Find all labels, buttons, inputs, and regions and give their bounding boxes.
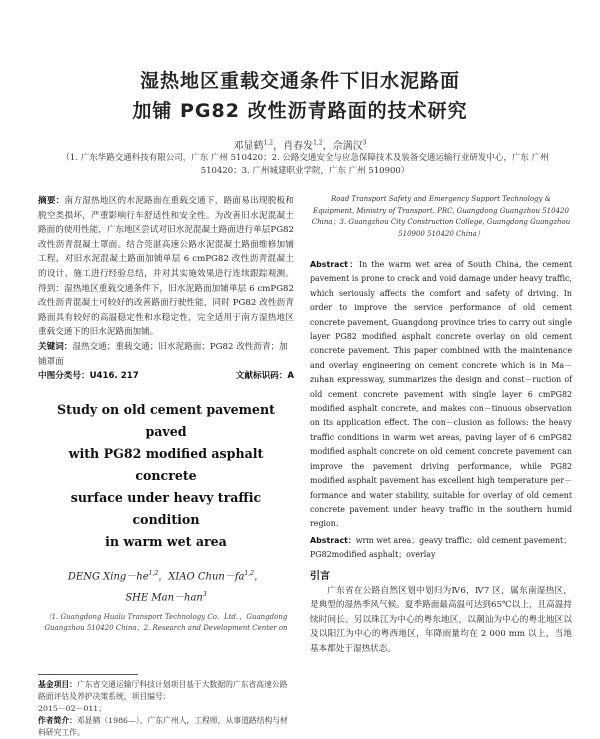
abstract-en-text: In the warm wet area of South China, the cement pavement is prone to crack and void damage under heavy traffic, which seriously affects the comfort and safety of driving. In order to improve the service performance of old cement concrete pavement, Guangdong province tries to carry out single layer PG82 modified asphalt concrete overlay on old cement concrete pavement. This paper combined with the maintenance and overlay engineering on cement concrete which is in Ma－zuhan expressway, summarizes the design and const－ruction of old cement concrete pavement with single layer 6 cmPG82 modified asphalt concrete, and makes con－tinuous observation on its application effect. The con－clusion as follows: the heavy traffic conditions in warm wet areas, paving layer of 6 cmPG82 modified asphalt concrete on old cement concrete pavement can improve the pavement driving performance, while PG82 modified asphalt pavement has excellent high temperature per－formance and water stability, suitable for overlay of old cement concrete pavement under heavy traffic in the southern humid region. [310,260,572,529]
footnote-divider [38,674,138,675]
title-en-line3: surface under heavy traffic condition [70,490,262,528]
affiliation-marker: 1,2 [313,139,323,147]
author-bio [38,715,294,739]
funding-label: 基金项目： [38,679,77,689]
title-en-line1: Study on old cement pavement paved [57,402,275,440]
abstract-en-label: Abstract： [310,260,360,269]
funding-text: 广东省交通运输厅科技计划项目基于大数据的广东省高速公路路面评估及养护决策系统，项目编号： [38,679,288,701]
funding-note [38,679,294,703]
keywords-en [310,534,572,563]
keywords-cn [38,340,294,369]
affiliation-marker: 3 [202,591,207,599]
title-en [38,399,294,553]
affiliation-marker: 1,2 [263,139,274,147]
authors-en-line1: DENG Xing－he$^{1,2}$，XIAO Chun－fa$^{1,2}$， [67,570,265,583]
keywords-en-label: Abstract： [310,535,356,545]
abstract-cn [38,194,294,340]
title-cn-line1: 湿热地区重载交通条件下旧水泥路面 [139,70,460,92]
affiliations-en-right: Road Transport Safety and Emergency Support Technology & Equipment, Ministry of Transport, PRC, Guangdong Guangzhou 510420 China；3. Guangzhou City Construction College, Guangdong Guangzhou 510900 510420 China） [311,195,571,238]
right-column [310,194,572,657]
left-column [38,194,294,739]
title-en-line4: in warm wet area [105,534,227,550]
authors-cn: 邓显鹤$^{1,2}$，肖春发$^{1,2}$，佘满汉$^3$ [233,139,367,152]
affiliations-cn: （1. 广东华路交通科技有限公司，广东 广州 510420；2. 公路交通安全与应急保障技术及装备交通运输行业研发中心，广东 广州 510420；3. 广州城建职业学院，广东 广州 510900） [61,153,549,176]
intro-heading: 引言 [310,570,330,582]
title-en-line2: with PG82 modified asphalt concrete [68,446,264,484]
affiliations-en-left: （1. Guangdong Hualu Transport Technology Co．Ltd．，Guangdong Guangzhou 510420 China；2. Research and Development Center on [44,612,288,632]
authors-en [38,565,294,608]
keywords-cn-label: 关键词： [38,341,73,352]
classification-row [38,369,294,383]
abstract-cn-text: 南方湿热地区的水泥路面在重载交通下，路面易出现脱板和脱空类损坏，严重影响行车舒适性和安全性。为改善旧水泥混凝土路面的使用性能，广东地区尝试对旧水泥混凝土路面进行单层PG82改性沥青混凝土罩面。结合莞湛高速公路水泥混凝土路面维修加铺工程，对旧水泥混凝土路面加铺单层 6 cmPG82 改性沥青混凝土的设计、施工进行经验总结，并对其实施效果进行连续跟踪观测。得到：湿热地区重载交通条件下，旧水泥路面加铺单层 6 cmPG82 改性沥青混凝土可较好的改善路面行驶性能，同时 PG82 改性沥青路面具有较好的高温稳定性和水稳定性，完全适用于南方湿热地区重载交通下的旧水泥路面加铺。 [38,196,294,338]
funding-number: 2015－02－011； [38,703,107,713]
affiliation-marker: 1,2 [244,570,255,578]
author-bio-label: 作者简介： [38,715,77,725]
clc-number: 中图分类号：U416. 217 [38,371,139,382]
abstract-cn-label: 摘要： [38,196,65,206]
footnote [38,679,294,739]
abstract-en [310,258,572,532]
authors-en-line2: SHE Man－han$^3$ [125,591,207,604]
affiliation-marker: 1,2 [148,570,159,578]
document-code: 文献标识码：A [235,371,294,382]
title-cn-line2: 加铺 PG82 改性沥青路面的技术研究 [132,100,468,122]
keywords-cn-text: 湿热交通；重载交通；旧水泥路面；PG82 改性沥青；加铺罩面 [38,341,288,367]
keywords-en-text: wrm wet area；geavy traffic；old cement pavement；PG82modified asphalt；overlay [310,535,572,560]
affiliation-marker: 3 [362,139,367,147]
intro-text: 广东省在公路自然区划中划归为Ⅳ6，Ⅳ7 区，属东南湿热区，是典型的湿热季风气候。夏季路面最高温可达到65℃以上，且高温持续时间长。另以珠江为中心的粤东地区，以潮汕为中心的粤北地区以及以阳江为中心的粤西地区，年降雨量均在 2 000 mm 以上，当地基本都处于湿热状态。 [310,585,572,654]
author-bio-text: 邓显鹤（1986—），广东广州人，工程师，从事道路结构与材料研究工作。 [38,715,288,737]
